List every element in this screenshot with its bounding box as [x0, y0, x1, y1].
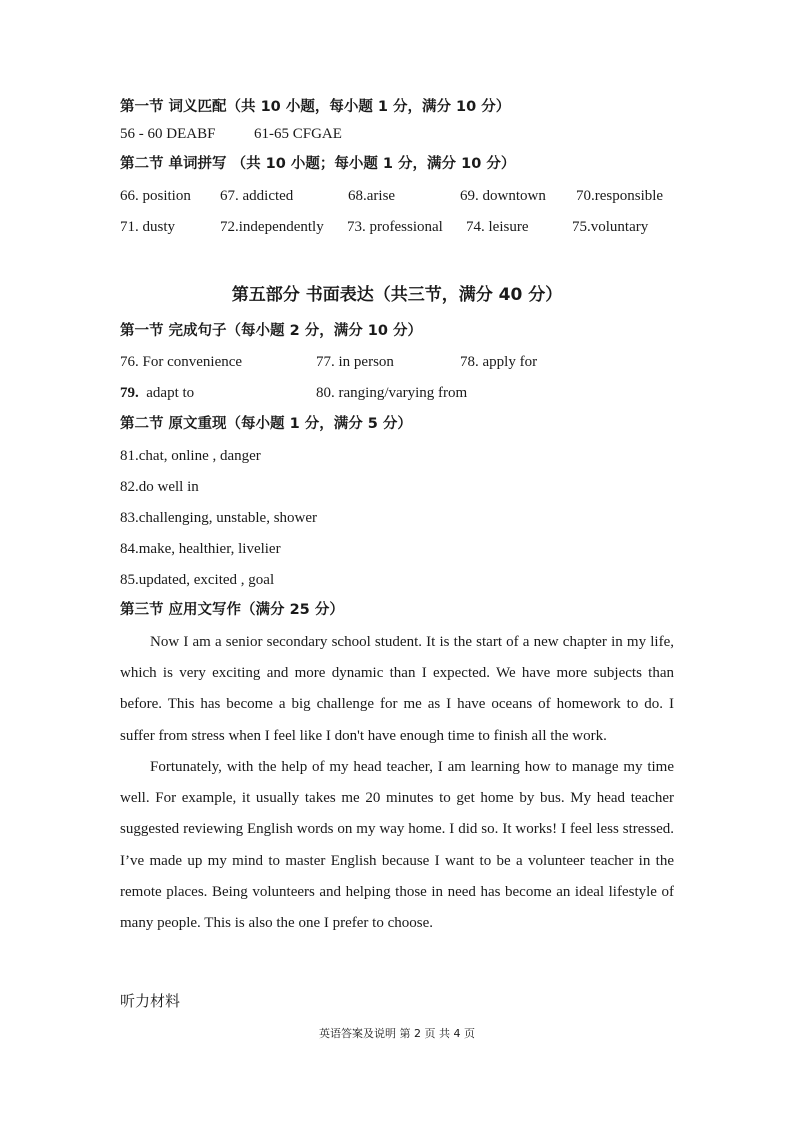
sentence-answer-77: 77. in person	[316, 354, 394, 370]
sentence-answer-79	[120, 383, 194, 403]
recall-answer-83: 83.challenging, unstable, shower	[120, 510, 318, 526]
word-answer-67: 67. addicted	[220, 188, 294, 204]
page-footer: 英语答案及说明 第 2 页 共 4 页	[319, 1027, 475, 1040]
recall-answer-82: 82.do well in	[120, 479, 199, 495]
section1-heading: 第一节 词义匹配（共 10 小题，每小题 1 分，满分 10 分）	[120, 99, 511, 115]
section1-answers-61-65: 61-65 CFGAE	[254, 126, 342, 142]
sentence-answer-80: 80. ranging/varying from	[316, 385, 468, 401]
word-answer-70: 70.responsible	[576, 188, 664, 204]
listening-material-title: 听力材料	[120, 992, 181, 1010]
word-answer-69: 69. downtown	[460, 188, 546, 204]
word-answer-72: 72.independently	[220, 219, 324, 235]
recall-answer-81: 81.chat, online , danger	[120, 448, 261, 464]
sentences-heading: 第一节 完成句子（每小题 2 分，满分 10 分）	[120, 323, 423, 339]
recall-answer-85: 85.updated, excited , goal	[120, 572, 275, 588]
sentence-answer-79-number: 79.	[120, 385, 139, 401]
section2-heading: 第二节 单词拼写 （共 10 小题；每小题 1 分，满分 10 分）	[120, 156, 516, 172]
word-answer-75: 75.voluntary	[572, 219, 649, 235]
section1-answers-56-60: 56 - 60 DEABF	[120, 126, 216, 142]
writing-heading: 第三节 应用文写作（满分 25 分）	[120, 602, 344, 618]
sentence-answer-76: 76. For convenience	[120, 354, 243, 370]
writing-paragraph-2: Fortunately, with the help of my head teacher, I am learning how to manage my time well. For example, it usually takes me 20 minutes to get home by bus. My head teacher suggested reviewing English words on my way home. I did so. It works! I feel less stressed. I’ve made up my mind to master English because I want to be a volunteer teacher in the remote places. Being volunteers and helping those in need has become an ideal lifestyle of many people. This is also the one I prefer to choose.	[120, 759, 674, 932]
word-answer-74: 74. leisure	[466, 219, 529, 235]
word-answer-68: 68.arise	[348, 188, 396, 204]
sentence-answer-79-text: adapt to	[146, 385, 195, 401]
part5-title: 第五部分 书面表达（共三节，满分 40 分）	[231, 285, 563, 305]
writing-paragraph-1: Now I am a senior secondary school student. It is the start of a new chapter in my life, which is very exciting and more dynamic than I expected. We have more subjects than before. This has become a big challenge for me as I have oceans of homework to do. I suffer from stress when I feel like I don't have enough time to finish all the work.	[120, 634, 674, 744]
word-answer-66: 66. position	[120, 188, 191, 204]
recall-heading: 第二节 原文重现（每小题 1 分，满分 5 分）	[120, 416, 412, 432]
word-answer-73: 73. professional	[347, 219, 443, 235]
word-answer-71: 71. dusty	[120, 219, 176, 235]
recall-answer-84: 84.make, healthier, livelier	[120, 541, 281, 557]
sentence-answer-78: 78. apply for	[460, 354, 538, 370]
